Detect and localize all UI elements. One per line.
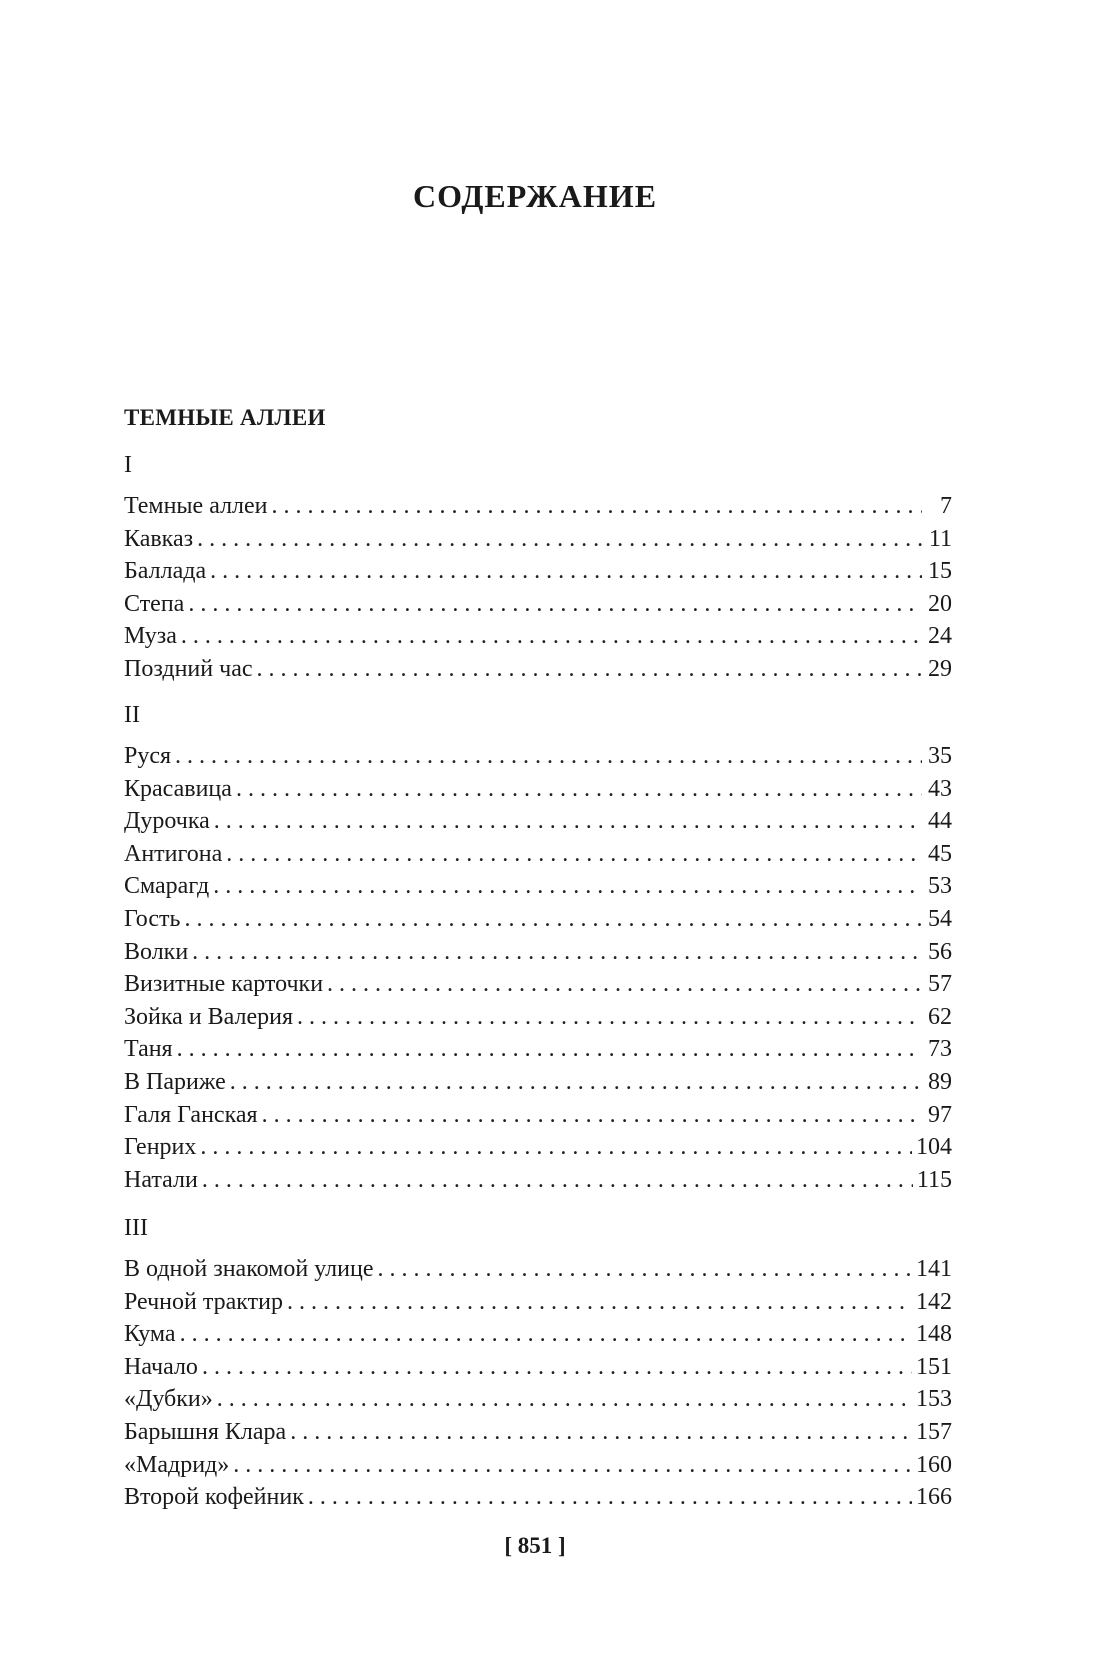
toc-entry[interactable]	[124, 1286, 952, 1319]
entry-page: 153	[916, 1386, 952, 1413]
entry-page: 54	[928, 905, 952, 932]
entry-title: Начало	[124, 1353, 198, 1380]
part-label: II	[124, 702, 140, 728]
dot-leader	[226, 838, 922, 871]
toc-entry[interactable]	[124, 588, 952, 621]
entry-title: Таня	[124, 1036, 173, 1063]
dot-leader	[177, 1033, 922, 1066]
toc-entry[interactable]	[124, 620, 952, 653]
entry-page: 20	[928, 590, 952, 617]
entry-title: Гость	[124, 905, 181, 932]
dot-leader	[175, 740, 922, 773]
entry-title: Волки	[124, 938, 189, 965]
entry-title: Натали	[124, 1166, 198, 1193]
toc-entry[interactable]	[124, 1253, 952, 1286]
entry-page: 45	[928, 840, 952, 867]
dot-leader	[377, 1253, 912, 1286]
toc-entry[interactable]	[124, 936, 952, 969]
entry-page: 7	[940, 493, 952, 519]
dot-leader	[200, 1131, 912, 1164]
toc-entry[interactable]	[124, 740, 952, 773]
dot-leader	[188, 588, 922, 621]
toc-entry[interactable]	[124, 1449, 952, 1482]
toc-entry[interactable]	[124, 1164, 952, 1197]
entry-page: 11	[928, 525, 952, 552]
entry-title: В Париже	[124, 1068, 226, 1095]
toc-entry[interactable]	[124, 805, 952, 838]
toc-list-part-2	[124, 740, 952, 1196]
entry-page: 160	[916, 1451, 952, 1478]
dot-leader	[202, 1351, 912, 1384]
dot-leader	[272, 490, 922, 523]
part-label: III	[124, 1215, 148, 1241]
entry-title: «Дубки»	[124, 1386, 213, 1413]
dot-leader	[236, 773, 922, 806]
toc-list-part-1	[124, 490, 952, 686]
entry-title: Степа	[124, 590, 185, 617]
dot-leader	[217, 1383, 912, 1416]
entry-title: Генрих	[124, 1134, 197, 1161]
entry-title: Визитные карточки	[124, 971, 324, 998]
entry-page: 62	[928, 1003, 952, 1030]
entry-title: Кавказ	[124, 525, 194, 552]
entry-title: Галя Ганская	[124, 1101, 258, 1128]
toc-entry[interactable]	[124, 838, 952, 871]
dot-leader	[262, 1099, 922, 1132]
part-label: I	[124, 452, 132, 478]
entry-page: 57	[928, 971, 952, 998]
entry-page: 29	[928, 655, 952, 682]
toc-entry[interactable]	[124, 1481, 952, 1514]
entry-title: В одной знакомой улице	[124, 1256, 374, 1282]
toc-entry[interactable]	[124, 1066, 952, 1099]
entry-title: Антигона	[124, 840, 223, 867]
dot-leader	[327, 968, 922, 1001]
toc-entry[interactable]	[124, 773, 952, 806]
toc-entry[interactable]	[124, 1033, 952, 1066]
entry-page: 104	[916, 1134, 952, 1161]
entry-title: Смарагд	[124, 873, 210, 900]
entry-page: 35	[928, 743, 952, 769]
toc-entry[interactable]	[124, 653, 952, 686]
toc-entry[interactable]	[124, 968, 952, 1001]
toc-entry[interactable]	[124, 903, 952, 936]
dot-leader	[192, 936, 922, 969]
entry-title: Муза	[124, 623, 177, 650]
toc-entry[interactable]	[124, 1099, 952, 1132]
entry-title: Руся	[124, 743, 172, 769]
entry-page: 56	[928, 938, 952, 965]
dot-leader	[290, 1416, 912, 1449]
entry-page: 148	[916, 1321, 952, 1348]
entry-title: Барышня Клара	[124, 1418, 287, 1445]
dot-leader	[181, 620, 922, 653]
entry-page: 142	[916, 1288, 952, 1315]
entry-title: Темные аллеи	[124, 493, 268, 519]
entry-title: Поздний час	[124, 655, 253, 682]
toc-entry[interactable]	[124, 1131, 952, 1164]
dot-leader	[180, 1318, 912, 1351]
entry-title: Кума	[124, 1321, 176, 1348]
entry-title: Зойка и Валерия	[124, 1003, 294, 1030]
toc-entry[interactable]	[124, 1383, 952, 1416]
entry-page: 53	[928, 873, 952, 900]
toc-entry[interactable]	[124, 1416, 952, 1449]
page-title: СОДЕРЖАНИЕ	[412, 178, 658, 214]
page-number: [ 851 ]	[504, 1533, 566, 1558]
dot-leader	[202, 1164, 913, 1197]
entry-page: 43	[928, 775, 952, 802]
dot-leader	[297, 1001, 922, 1034]
entry-page: 141	[916, 1256, 952, 1282]
dot-leader	[230, 1066, 922, 1099]
entry-page: 97	[928, 1101, 952, 1128]
toc-entry[interactable]	[124, 1351, 952, 1384]
entry-page: 115	[916, 1166, 952, 1193]
entry-title: Речной трактир	[124, 1288, 283, 1315]
dot-leader	[233, 1449, 912, 1482]
dot-leader	[213, 870, 922, 903]
toc-entry[interactable]	[124, 1318, 952, 1351]
dot-leader	[287, 1286, 912, 1319]
entry-page: 73	[928, 1036, 952, 1063]
toc-entry[interactable]	[124, 1001, 952, 1034]
entry-page: 24	[928, 623, 952, 650]
dot-leader	[308, 1481, 912, 1514]
entry-page: 44	[928, 808, 952, 835]
entry-title: Второй кофейник	[124, 1484, 304, 1511]
toc-entry[interactable]	[124, 870, 952, 903]
dot-leader	[197, 523, 922, 556]
entry-page: 157	[916, 1418, 952, 1445]
entry-page: 151	[916, 1353, 952, 1380]
entry-page: 89	[928, 1068, 952, 1095]
section-title: ТЕМНЫЕ АЛЛЕИ	[124, 405, 326, 430]
dot-leader	[214, 805, 922, 838]
entry-title: «Мадрид»	[124, 1451, 230, 1478]
entry-page: 15	[928, 558, 952, 585]
toc-list-part-3	[124, 1253, 952, 1514]
entry-page: 166	[916, 1484, 952, 1511]
toc-entry[interactable]	[124, 555, 952, 588]
entry-title: Красавица	[124, 775, 232, 802]
dot-leader	[257, 653, 923, 686]
dot-leader	[184, 903, 922, 936]
dot-leader	[210, 555, 922, 588]
toc-entry[interactable]	[124, 523, 952, 556]
toc-entry[interactable]	[124, 490, 952, 523]
entry-title: Баллада	[124, 558, 207, 585]
entry-title: Дурочка	[124, 808, 210, 835]
